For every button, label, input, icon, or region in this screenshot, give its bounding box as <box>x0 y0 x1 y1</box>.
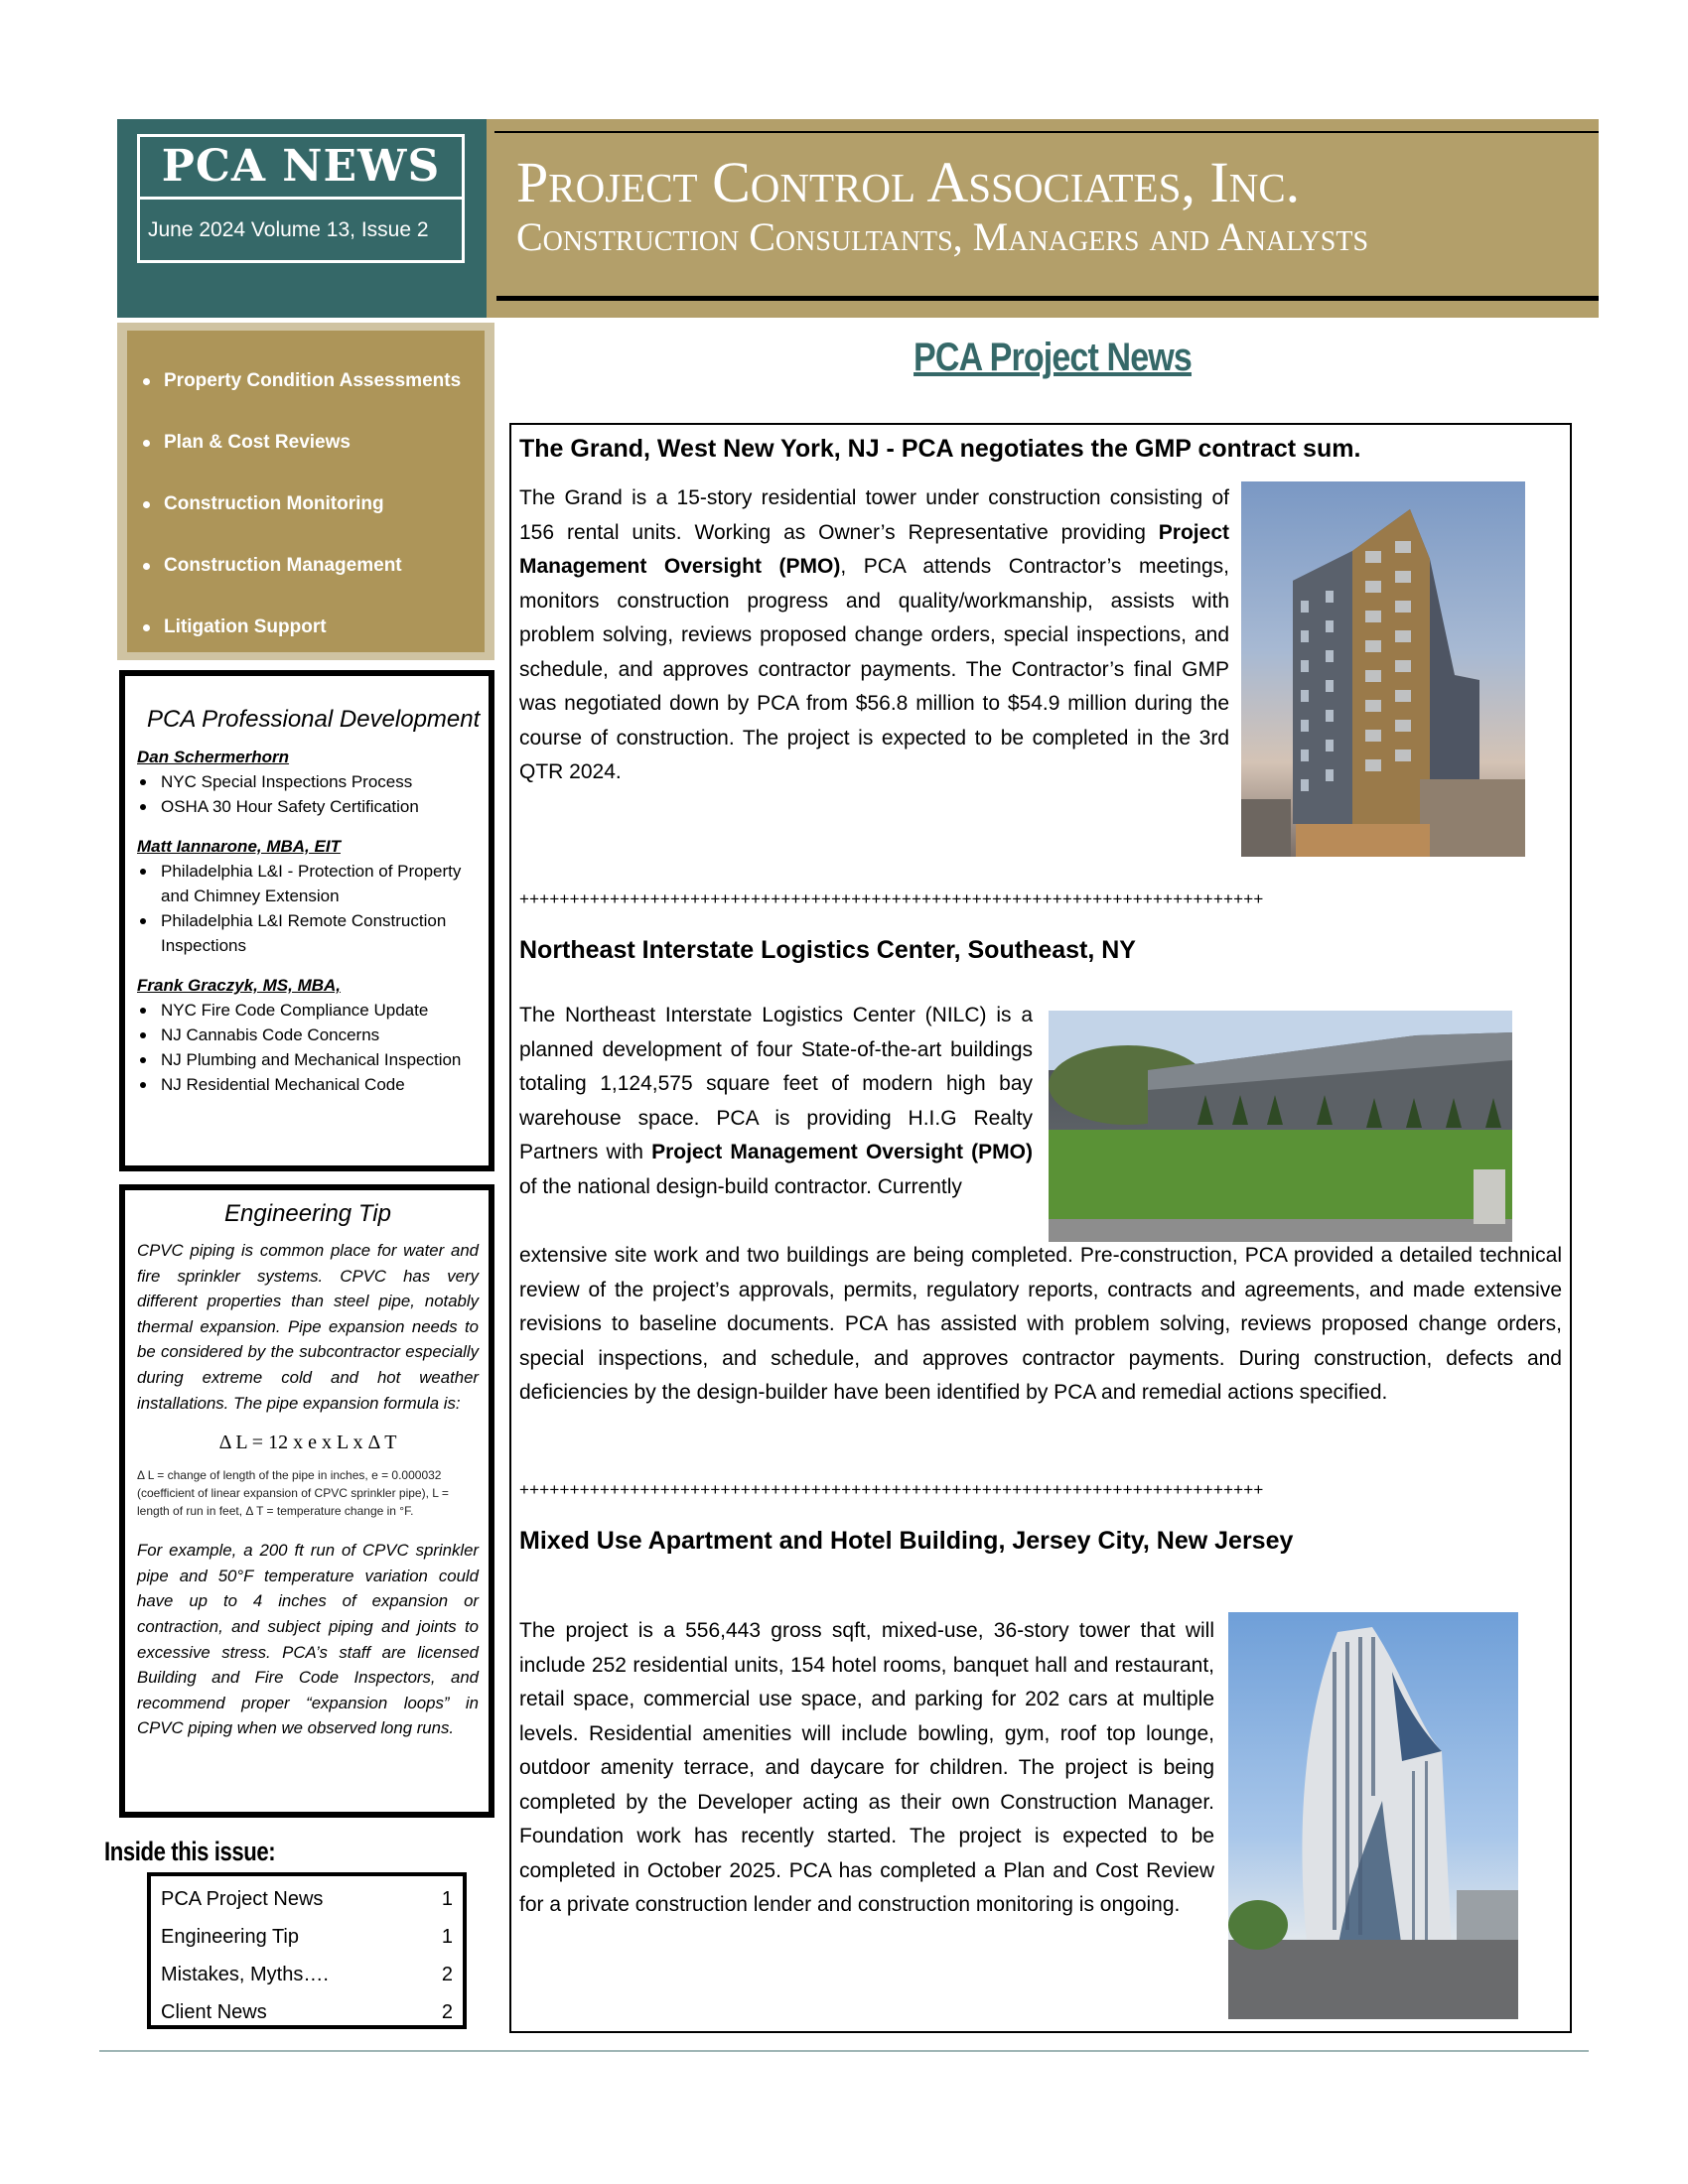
company-name: Project Control Associates, Inc. <box>516 150 1301 214</box>
course-item: NJ Plumbing and Mechanical Inspection <box>125 1047 489 1072</box>
newsletter-title: PCA NEWS <box>140 137 462 200</box>
bullet-icon <box>143 624 150 631</box>
articles-box <box>509 423 1572 2033</box>
tower-illustration-icon <box>1228 1612 1518 2019</box>
article-body-continued: extensive site work and two buildings are being completed. Pre-construction, PCA provided a detailed technical review of the project’s approvals, permits, regulatory reports, contracts and agreements, and made extensive revisions to baseline documents. PCA has assisted with problem solving, reviews proposed change orders, special inspections, and schedule, and approves contractor payments. During construction, defects and deficiencies by the design-builder have been identified by PCA and remedial actions specified. <box>519 1244 1562 1404</box>
toc-page: 1 <box>441 1926 453 1948</box>
jersey-city-tower-photo <box>1228 1612 1518 2019</box>
masthead-top-rule <box>494 131 1599 133</box>
toc-title: Mistakes, Myths…. <box>161 1964 329 1985</box>
profdev-title: PCA Professional Development <box>147 706 481 733</box>
professional-development-box <box>119 670 494 1171</box>
toc-page: 2 <box>441 2001 453 2023</box>
course-item: Philadelphia L&I Remote Construction Inspections <box>125 908 489 958</box>
article-heading: Mixed Use Apartment and Hotel Building, Jersey City, New Jersey <box>519 1527 1294 1555</box>
course-list <box>125 769 489 819</box>
toc-page: 2 <box>441 1964 453 1985</box>
toc-row[interactable] <box>161 1958 453 1995</box>
course-list <box>125 998 489 1097</box>
masthead-frame <box>137 134 465 263</box>
bullet-icon <box>143 440 150 447</box>
company-tagline: Construction Consultants, Managers and Analysts <box>516 214 1369 259</box>
course-item: Philadelphia L&I - Protection of Property and Chimney Extension <box>125 859 489 908</box>
toc-row[interactable] <box>161 1882 453 1920</box>
building-illustration-icon <box>1241 481 1525 857</box>
grand-tower-photo <box>1241 481 1525 857</box>
article-heading: Northeast Interstate Logistics Center, Southeast, NY <box>519 936 1136 964</box>
service-item: Property Condition Assessments <box>127 370 461 432</box>
tip-body: CPVC piping is common place for water and fire sprinkler systems. CPVC has very different properties than steel pipe, notably thermal expansion. Pipe expansion needs to be considered by the subcontractor especially during extreme cold and hot weather installations. The pipe expansion formula is: <box>137 1241 479 1413</box>
toc-title: Client News <box>161 2001 267 2023</box>
masthead-company-block <box>487 119 1599 318</box>
article-heading: The Grand, West New York, NJ - PCA negotiates the GMP contract sum. <box>519 435 1361 463</box>
tip-formula-legend: Δ L = change of length of the pipe in inches, e = 0.000032 (coefficient of linear expansion of CPVC sprinkler pipe), L = length of run in feet, Δ T = temperature change in °F. <box>137 1468 449 1519</box>
service-item: Construction Management <box>127 555 461 616</box>
service-item: Litigation Support <box>127 616 461 678</box>
masthead-bottom-rule <box>496 296 1599 301</box>
tip-formula: Δ L = 12 x e x L x Δ T <box>218 1432 397 1454</box>
toc-row[interactable] <box>161 1995 453 2033</box>
table-of-contents <box>147 1872 467 2029</box>
toc-page: 1 <box>441 1888 453 1910</box>
article-body: The Grand is a 15-story residential tower under construction consisting of 156 rental units. Working as Owner’s Representative providing Project Management Oversight (PMO), PCA attends Contractor’s meetings, monitors construction progress and quality/workmanship, assists with problem solving, reviews proposed change orders, special inspections, and schedule, and approves contractor payments. The Contractor’s final GMP was negotiated down by PCA from $56.8 million to $54.9 million during the course of construction. The project is expected to be completed in the 3rd QTR 2024. <box>519 486 1229 783</box>
course-item: OSHA 30 Hour Safety Certification <box>125 794 489 819</box>
issue-line: June 2024 Volume 13, Issue 2 <box>148 218 429 241</box>
pmo-emphasis: Project Management Oversight (PMO) <box>519 520 1229 578</box>
tip-example: For example, a 200 ft run of CPVC sprinkler pipe and 50°F temperature variation could have up to 4 inches of expansion or contraction, and subject piping and joints to excessive stress. PCA’s staff are licensed Building and Fire Code Inspectors, and recommend proper “expansion loops” in CPVC piping when we observed long runs. <box>137 1541 479 1738</box>
article-divider: ++++++++++++++++++++++++++++++++++++++++++++++++++++++++++++++++++++++++++ <box>519 889 1264 908</box>
article-divider: ++++++++++++++++++++++++++++++++++++++++++++++++++++++++++++++++++++++++++ <box>519 1480 1264 1499</box>
masthead-newsletter-block <box>117 119 487 318</box>
engineering-tip-box <box>119 1184 494 1818</box>
course-item: NJ Residential Mechanical Code <box>125 1072 489 1097</box>
tip-title: Engineering Tip <box>224 1200 391 1227</box>
course-item: NJ Cannabis Code Concerns <box>125 1023 489 1047</box>
logistics-center-photo <box>1049 1011 1512 1242</box>
bullet-icon <box>143 501 150 508</box>
section-title: PCA Project News <box>914 336 1192 379</box>
person-name: Matt Iannarone, MBA, EIT <box>137 837 341 856</box>
footer-rule <box>99 2050 1589 2052</box>
services-list <box>127 370 461 678</box>
person-name: Dan Schermerhorn <box>137 748 290 766</box>
service-item: Construction Monitoring <box>127 493 461 555</box>
course-list <box>125 859 489 958</box>
toc-row[interactable] <box>161 1920 453 1958</box>
article-body: The Northeast Interstate Logistics Center (NILC) is a planned development of four State-of-the-art buildings totaling 1,124,575 square feet of modern high bay warehouse space. PCA is providing H.I.G Realty Partners with Project Management Oversight (PMO) of the national design-build contractor. Currently <box>519 1004 1033 1198</box>
article-body: The project is a 556,443 gross sqft, mixed-use, 36-story tower that will include 252 residential units, 154 hotel rooms, banquet hall and restaurant, retail space, commercial use space, and parking for 202 cars at multiple levels. Residential amenities will include bowling, gym, roof top lounge, outdoor amenity terrace, and daycare for children. The project is being completed by the Developer acting as their own Construction Manager. Foundation work has recently started. The project is expected to be completed in October 2025. PCA has completed a Plan and Cost Review for a private construction lender and construction monitoring is ongoing. <box>519 1619 1214 1916</box>
services-panel <box>117 323 494 660</box>
toc-title: PCA Project News <box>161 1888 324 1910</box>
services-panel-inner <box>127 331 485 652</box>
inside-issue-label: Inside this issue: <box>104 1837 276 1866</box>
service-item: Plan & Cost Reviews <box>127 432 461 493</box>
warehouse-illustration-icon <box>1049 1011 1512 1242</box>
person-name: Frank Graczyk, MS, MBA, <box>137 976 342 995</box>
course-item: NYC Fire Code Compliance Update <box>125 998 489 1023</box>
bullet-icon <box>143 563 150 570</box>
pmo-emphasis: Project Management Oversight (PMO) <box>651 1141 1033 1163</box>
bullet-icon <box>143 378 150 385</box>
course-item: NYC Special Inspections Process <box>125 769 489 794</box>
toc-title: Engineering Tip <box>161 1926 299 1948</box>
